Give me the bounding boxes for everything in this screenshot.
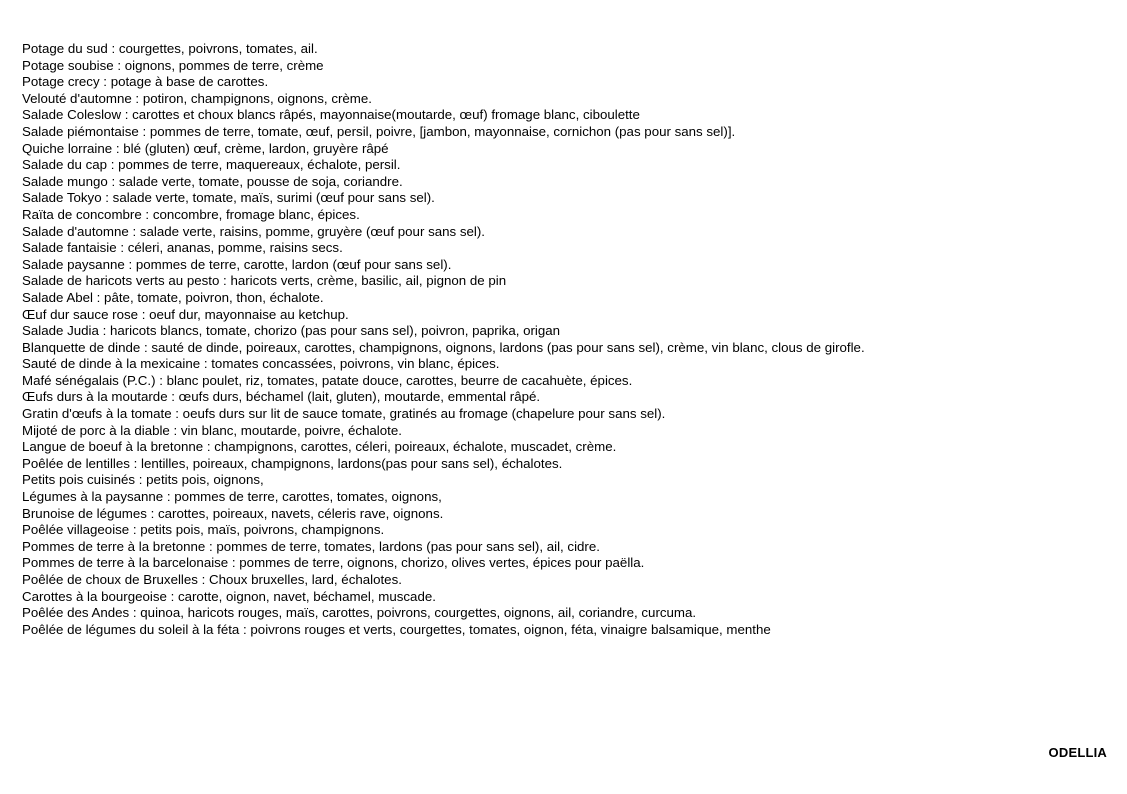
recipe-line: Velouté d'automne : potiron, champignons, oignons, crème. — [22, 90, 372, 106]
recipe-line: Mafé sénégalais (P.C.) : blanc poulet, riz, tomates, patate douce, carottes, beurre de cacahuète, épices. — [22, 372, 633, 388]
recipe-line: Salade de haricots verts au pesto : haricots verts, crème, basilic, ail, pignon de pin — [22, 273, 507, 289]
recipe-line: Raïta de concombre : concombre, fromage blanc, épices. — [22, 206, 360, 222]
recipe-line: Sauté de dinde à la mexicaine : tomates concassées, poivrons, vin blanc, épices. — [22, 356, 500, 372]
recipe-line: Blanquette de dinde : sauté de dinde, poireaux, carottes, champignons, oignons, lardons (pas pour sans sel), crème, vin blanc, clous de girofle. — [22, 339, 865, 355]
recipe-line: Poêlée de lentilles : lentilles, poireaux, champignons, lardons(pas pour sans sel), échalotes. — [22, 455, 563, 471]
recipe-line: Salade d'automne : salade verte, raisins, pomme, gruyère (œuf pour sans sel). — [22, 223, 485, 239]
recipe-line: Poêlée villageoise : petits pois, maïs, poivrons, champignons. — [22, 522, 385, 538]
recipe-line: Poêlée de légumes du soleil à la féta : poivrons rouges et verts, courgettes, tomates, oignon, féta, vinaigre balsamique, menthe — [22, 621, 771, 637]
recipe-line: Poêlée des Andes : quinoa, haricots rouges, maïs, carottes, poivrons, courgettes, oignons, ail, coriandre, curcuma. — [22, 605, 697, 621]
recipe-line: Quiche lorraine : blé (gluten) œuf, crème, lardon, gruyère râpé — [22, 140, 389, 156]
recipe-line: Mijoté de porc à la diable : vin blanc, moutarde, poivre, échalote. — [22, 422, 402, 438]
recipe-line: Gratin d'œufs à la tomate : oeufs durs sur lit de sauce tomate, gratinés au fromage (chapelure pour sans sel). — [22, 406, 666, 422]
recipe-line: Salade mungo : salade verte, tomate, pousse de soja, coriandre. — [22, 173, 403, 189]
recipe-line: Potage soubise : oignons, pommes de terre, crème — [22, 57, 324, 73]
recipe-line: Petits pois cuisinés : petits pois, oignons, — [22, 472, 264, 488]
recipe-list — [22, 41, 865, 638]
recipe-line: Potage du sud : courgettes, poivrons, tomates, ail. — [22, 41, 318, 56]
recipe-line: Salade Judia : haricots blancs, tomate, chorizo (pas pour sans sel), poivron, paprika, origan — [22, 323, 561, 339]
recipe-line: Salade Tokyo : salade verte, tomate, maïs, surimi (œuf pour sans sel). — [22, 190, 435, 206]
recipe-line: Salade Abel : pâte, tomate, poivron, thon, échalote. — [22, 289, 324, 305]
footer-brand: ODELLIA — [1048, 745, 1107, 760]
recipe-line: Langue de boeuf à la bretonne : champignons, carottes, céleri, poireaux, échalote, muscadet, crème. — [22, 439, 617, 455]
recipe-line: Salade du cap : pommes de terre, maquereaux, échalote, persil. — [22, 157, 401, 173]
recipe-line: Poêlée de choux de Bruxelles : Choux bruxelles, lard, échalotes. — [22, 572, 402, 587]
recipe-line: Brunoise de légumes : carottes, poireaux, navets, céleris rave, oignons. — [22, 505, 444, 521]
recipe-line: Pommes de terre à la bretonne : pommes de terre, tomates, lardons (pas pour sans sel), ail, cidre. — [22, 538, 600, 554]
recipe-line: Salade piémontaise : pommes de terre, tomate, œuf, persil, poivre, [jambon, mayonnaise, cornichon (pas pour sans sel)]. — [22, 123, 736, 139]
recipe-line: Potage crecy : potage à base de carottes. — [22, 74, 269, 90]
recipe-line: Pommes de terre à la barcelonaise : pommes de terre, oignons, chorizo, olives vertes, épices pour paëlla. — [22, 555, 645, 571]
recipe-line: Salade paysanne : pommes de terre, carotte, lardon (œuf pour sans sel). — [22, 256, 452, 272]
recipe-line: Œuf dur sauce rose : oeuf dur, mayonnaise au ketchup. — [22, 306, 349, 322]
recipe-line: Légumes à la paysanne : pommes de terre, carottes, tomates, oignons, — [22, 489, 442, 505]
recipe-line: Carottes à la bourgeoise : carotte, oignon, navet, béchamel, muscade. — [22, 588, 436, 604]
recipe-line: Œufs durs à la moutarde : œufs durs, béchamel (lait, gluten), moutarde, emmental râpé. — [22, 389, 541, 405]
recipe-line: Salade fantaisie : céleri, ananas, pomme, raisins secs. — [22, 240, 343, 256]
recipe-line: Salade Coleslow : carottes et choux blancs râpés, mayonnaise(moutarde, œuf) fromage blanc, ciboulette — [22, 107, 640, 123]
